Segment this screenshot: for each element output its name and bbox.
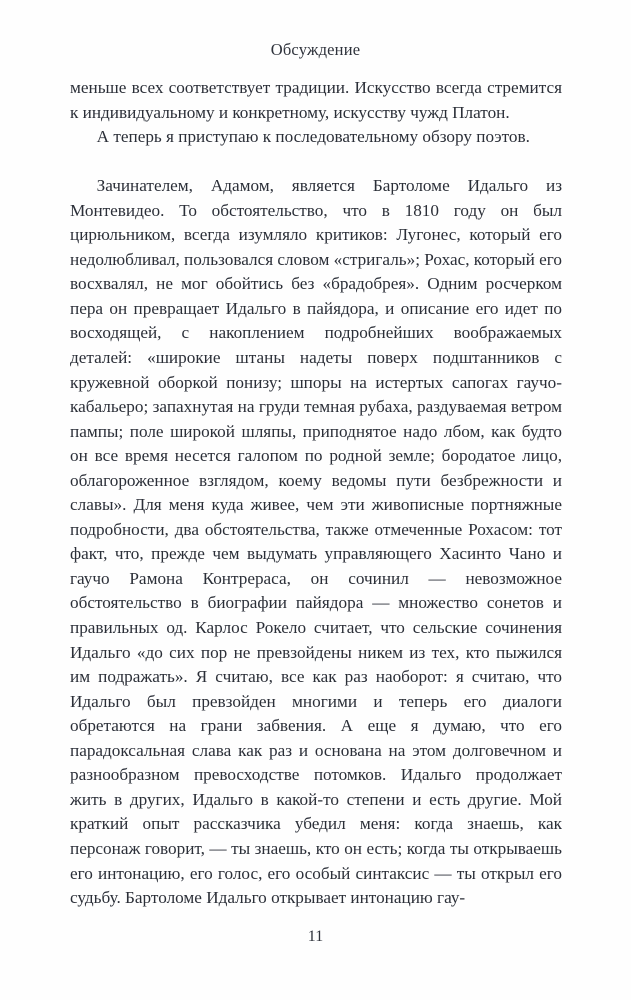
running-head: Обсуждение bbox=[270, 40, 361, 59]
paragraph-continuation: меньше всех соответствует традиции. Искусство всегда стремится к индивидуальному и конкретному, искусству чужд Платон. bbox=[70, 78, 562, 122]
paragraph-hidalgo: Зачинателем, Адамом, является Бартоломе Идальго из Монтевидео. То обстоятельство, что в 1810 году он был цирюльником, всегда изумляло критиков: Лугонес, который его недолюбливал, пользовался словом «стригаль»; Рохас, который его восхвалял, не мог обойтись без «брадобрея». Одним росчерком пера он превращает Идальго в пайядора, и описание его идет по восходящей, с накоплением подробнейших воображаемых деталей: «широкие штаны надеты поверх подштанников с кружевной оборкой понизу; шпоры на истертых сапогах гаучо-кабальеро; запахнутая на груди темная рубаха, раздуваемая ветром пампы; поле широкой шляпы, приподнятое надо лбом, как будто он все время несется галопом по родной земле; бородатое лицо, облагороженное взглядом, коему ведомы пути безбрежности и славы». Для меня куда живее, чем эти живописные портняжные подробности, два обстоятельства, также отмеченные Рохасом: тот факт, что, прежде чем выдумать управляющего Хасинто Чано и гаучо Рамона Контрераса, он сочинил — невозможное обстоятельство в биографии пайядора — множество сонетов и правильных од. Карлос Рокело считает, что сельские сочинения Идальго «до сих пор не превзойдены никем из тех, кто пыжился им подражать». Я считаю, все как раз наоборот: я считаю, что Идальго был превзойден многими и теперь его диалоги обретаются на грани забвения. А еще я думаю, что его парадоксальная слава как раз и основана на этом долговечном и разнообразном превосходстве потомков. Идальго продолжает жить в других, Идальго в какой-то степени и есть другие. Мой краткий опыт рассказчика убедил меня: когда знаешь, как персонаж говорит, — ты знаешь, кто он есть; когда ты открываешь его интонацию, его голос, его особый синтаксис — ты открыл его судьбу. Бартоломе Идальго открывает интонацию гау- bbox=[70, 176, 562, 908]
paragraph-survey-intro: А теперь я приступаю к последовательному обзору поэтов. bbox=[96, 127, 530, 147]
page-number: 11 bbox=[307, 928, 324, 945]
body-text bbox=[70, 76, 562, 911]
